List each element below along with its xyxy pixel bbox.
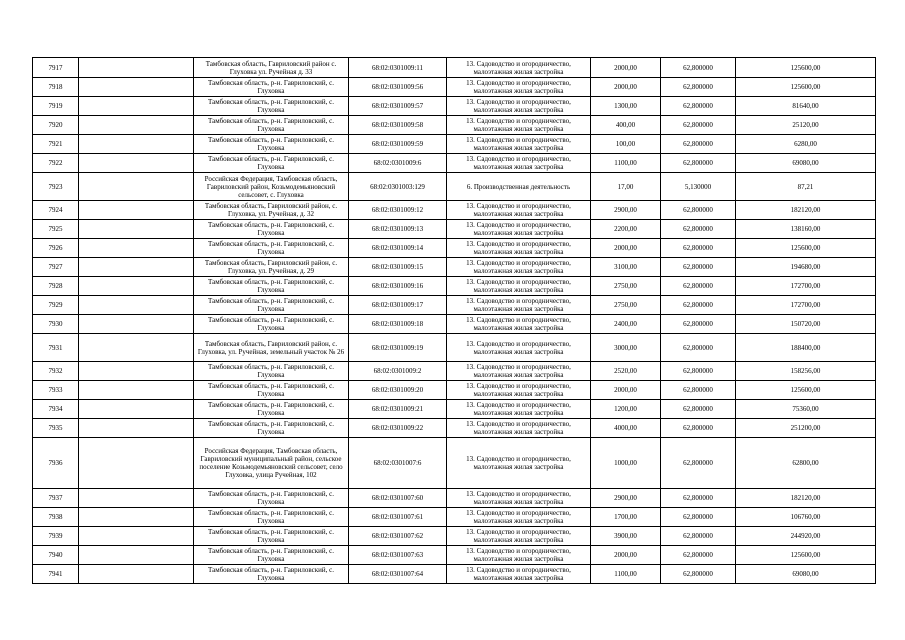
table-row <box>33 334 876 362</box>
row-number-cell: 7938 <box>33 508 79 527</box>
address-cell: Тамбовская область, р-н. Гавриловский, с. Глуховка <box>194 381 349 400</box>
address-cell: Тамбовская область, р-н. Гавриловский, с. Глуховка <box>194 400 349 419</box>
specific-value-cell: 62,800000 <box>661 565 736 584</box>
area-cell: 2000,00 <box>591 78 661 97</box>
empty-cell <box>79 58 194 78</box>
address-cell: Тамбовская область, Гавриловский район, с. Глуховка, ул. Ручейная, д. 32 <box>194 201 349 220</box>
cadastral-cost-cell: 62800,00 <box>736 438 876 489</box>
specific-value-cell: 62,800000 <box>661 527 736 546</box>
cadastral-number-cell: 68:02:0301007:60 <box>349 489 447 508</box>
empty-cell <box>79 489 194 508</box>
table-row <box>33 135 876 154</box>
address-cell: Тамбовская область, р-н. Гавриловский, с. Глуховка <box>194 220 349 239</box>
specific-value-cell: 62,800000 <box>661 258 736 277</box>
cadastral-number-cell: 68:02:0301009:16 <box>349 277 447 296</box>
table-row <box>33 239 876 258</box>
area-cell: 2000,00 <box>591 239 661 258</box>
specific-value-cell: 62,800000 <box>661 220 736 239</box>
land-use-cell: 13. Садоводство и огородничество, малоэтажная жилая застройка <box>447 527 591 546</box>
row-number-cell: 7939 <box>33 527 79 546</box>
empty-cell <box>79 438 194 489</box>
empty-cell <box>79 400 194 419</box>
specific-value-cell: 62,800000 <box>661 78 736 97</box>
cadastral-number-cell: 68:02:0301007:6 <box>349 438 447 489</box>
table-row <box>33 565 876 584</box>
cadastral-number-cell: 68:02:0301009:18 <box>349 315 447 334</box>
cadastral-cost-cell: 69080,00 <box>736 154 876 173</box>
address-cell: Тамбовская область, Гавриловский район, с. Глуховка, ул. Ручейная, земельный участок № 26 <box>194 334 349 362</box>
empty-cell <box>79 296 194 315</box>
cadastral-cost-cell: 75360,00 <box>736 400 876 419</box>
area-cell: 4000,00 <box>591 419 661 438</box>
cadastral-cost-cell: 182120,00 <box>736 201 876 220</box>
table-row <box>33 400 876 419</box>
address-cell: Тамбовская область, Гавриловский район, с. Глуховка, ул. Ручейная, д. 29 <box>194 258 349 277</box>
land-use-cell: 13. Садоводство и огородничество, малоэтажная жилая застройка <box>447 334 591 362</box>
specific-value-cell: 62,800000 <box>661 296 736 315</box>
area-cell: 1000,00 <box>591 438 661 489</box>
cadastral-number-cell: 68:02:0301009:19 <box>349 334 447 362</box>
empty-cell <box>79 315 194 334</box>
empty-cell <box>79 527 194 546</box>
specific-value-cell: 62,800000 <box>661 362 736 381</box>
row-number-cell: 7936 <box>33 438 79 489</box>
row-number-cell: 7931 <box>33 334 79 362</box>
table-body <box>33 58 876 584</box>
land-use-cell: 13. Садоводство и огородничество, малоэтажная жилая застройка <box>447 58 591 78</box>
address-cell: Тамбовская область, р-н. Гавриловский, с. Глуховка <box>194 527 349 546</box>
area-cell: 1700,00 <box>591 508 661 527</box>
cadastral-cost-cell: 138160,00 <box>736 220 876 239</box>
specific-value-cell: 62,800000 <box>661 154 736 173</box>
land-use-cell: 13. Садоводство и огородничество, малоэтажная жилая застройка <box>447 154 591 173</box>
specific-value-cell: 62,800000 <box>661 58 736 78</box>
empty-cell <box>79 173 194 201</box>
empty-cell <box>79 220 194 239</box>
cadastral-cost-cell: 125600,00 <box>736 239 876 258</box>
address-cell: Тамбовская область, р-н. Гавриловский, с. Глуховка <box>194 489 349 508</box>
land-use-cell: 13. Садоводство и огородничество, малоэтажная жилая застройка <box>447 116 591 135</box>
area-cell: 2900,00 <box>591 201 661 220</box>
empty-cell <box>79 334 194 362</box>
specific-value-cell: 62,800000 <box>661 381 736 400</box>
address-cell: Тамбовская область, р-н. Гавриловский, с. Глуховка <box>194 546 349 565</box>
cadastral-number-cell: 68:02:0301009:58 <box>349 116 447 135</box>
specific-value-cell: 62,800000 <box>661 508 736 527</box>
table-row <box>33 546 876 565</box>
row-number-cell: 7926 <box>33 239 79 258</box>
cadastral-value-table <box>32 57 876 584</box>
cadastral-number-cell: 68:02:0301003:129 <box>349 173 447 201</box>
cadastral-number-cell: 68:02:0301009:11 <box>349 58 447 78</box>
empty-cell <box>79 362 194 381</box>
cadastral-number-cell: 68:02:0301009:2 <box>349 362 447 381</box>
cadastral-number-cell: 68:02:0301009:20 <box>349 381 447 400</box>
empty-cell <box>79 508 194 527</box>
land-use-cell: 13. Садоводство и огородничество, малоэтажная жилая застройка <box>447 362 591 381</box>
cadastral-cost-cell: 125600,00 <box>736 78 876 97</box>
table-row <box>33 419 876 438</box>
area-cell: 1100,00 <box>591 154 661 173</box>
row-number-cell: 7921 <box>33 135 79 154</box>
cadastral-number-cell: 68:02:0301009:22 <box>349 419 447 438</box>
land-use-cell: 13. Садоводство и огородничество, малоэтажная жилая застройка <box>447 201 591 220</box>
cadastral-number-cell: 68:02:0301009:6 <box>349 154 447 173</box>
address-cell: Тамбовская область, р-н. Гавриловский, с. Глуховка <box>194 508 349 527</box>
area-cell: 17,00 <box>591 173 661 201</box>
area-cell: 1300,00 <box>591 97 661 116</box>
address-cell: Тамбовская область, р-н. Гавриловский, с. Глуховка <box>194 116 349 135</box>
land-use-cell: 13. Садоводство и огородничество, малоэтажная жилая застройка <box>447 258 591 277</box>
area-cell: 2750,00 <box>591 277 661 296</box>
empty-cell <box>79 239 194 258</box>
table-row <box>33 527 876 546</box>
land-use-cell: 13. Садоводство и огородничество, малоэтажная жилая застройка <box>447 565 591 584</box>
address-cell: Тамбовская область, р-н. Гавриловский, с. Глуховка <box>194 154 349 173</box>
cadastral-number-cell: 68:02:0301009:59 <box>349 135 447 154</box>
cadastral-cost-cell: 106760,00 <box>736 508 876 527</box>
address-cell: Тамбовская область, р-н. Гавриловский, с. Глуховка <box>194 565 349 584</box>
land-use-cell: 13. Садоводство и огородничество, малоэтажная жилая застройка <box>447 438 591 489</box>
land-use-cell: 13. Садоводство и огородничество, малоэтажная жилая застройка <box>447 419 591 438</box>
cadastral-number-cell: 68:02:0301009:15 <box>349 258 447 277</box>
row-number-cell: 7925 <box>33 220 79 239</box>
address-cell: Тамбовская область, Гавриловский район с. Глуховка ул. Ручейная д. 33 <box>194 58 349 78</box>
address-cell: Тамбовская область, р-н. Гавриловский, с. Глуховка <box>194 362 349 381</box>
row-number-cell: 7922 <box>33 154 79 173</box>
table-row <box>33 489 876 508</box>
cadastral-cost-cell: 69080,00 <box>736 565 876 584</box>
row-number-cell: 7920 <box>33 116 79 135</box>
row-number-cell: 7940 <box>33 546 79 565</box>
cadastral-number-cell: 68:02:0301007:61 <box>349 508 447 527</box>
cadastral-cost-cell: 172700,00 <box>736 296 876 315</box>
address-cell: Тамбовская область, р-н. Гавриловский, с. Глуховка <box>194 315 349 334</box>
specific-value-cell: 62,800000 <box>661 489 736 508</box>
empty-cell <box>79 546 194 565</box>
specific-value-cell: 62,800000 <box>661 315 736 334</box>
cadastral-number-cell: 68:02:0301009:12 <box>349 201 447 220</box>
land-use-cell: 13. Садоводство и огородничество, малоэтажная жилая застройка <box>447 400 591 419</box>
address-cell: Тамбовская область, р-н. Гавриловский, с. Глуховка <box>194 239 349 258</box>
address-cell: Тамбовская область, р-н. Гавриловский, с. Глуховка <box>194 277 349 296</box>
row-number-cell: 7941 <box>33 565 79 584</box>
table-row <box>33 438 876 489</box>
table-row <box>33 78 876 97</box>
cadastral-number-cell: 68:02:0301009:13 <box>349 220 447 239</box>
area-cell: 3900,00 <box>591 527 661 546</box>
empty-cell <box>79 258 194 277</box>
cadastral-number-cell: 68:02:0301007:63 <box>349 546 447 565</box>
row-number-cell: 7918 <box>33 78 79 97</box>
empty-cell <box>79 277 194 296</box>
cadastral-cost-cell: 158256,00 <box>736 362 876 381</box>
area-cell: 2000,00 <box>591 58 661 78</box>
row-number-cell: 7929 <box>33 296 79 315</box>
cadastral-cost-cell: 172700,00 <box>736 277 876 296</box>
row-number-cell: 7917 <box>33 58 79 78</box>
cadastral-number-cell: 68:02:0301007:64 <box>349 565 447 584</box>
land-use-cell: 13. Садоводство и огородничество, малоэтажная жилая застройка <box>447 78 591 97</box>
specific-value-cell: 62,800000 <box>661 419 736 438</box>
row-number-cell: 7935 <box>33 419 79 438</box>
row-number-cell: 7937 <box>33 489 79 508</box>
land-use-cell: 13. Садоводство и огородничество, малоэтажная жилая застройка <box>447 277 591 296</box>
land-use-cell: 13. Садоводство и огородничество, малоэтажная жилая застройка <box>447 97 591 116</box>
cadastral-cost-cell: 6280,00 <box>736 135 876 154</box>
table-row <box>33 315 876 334</box>
empty-cell <box>79 565 194 584</box>
table-row <box>33 381 876 400</box>
table-row <box>33 362 876 381</box>
cadastral-cost-cell: 251200,00 <box>736 419 876 438</box>
cadastral-cost-cell: 81640,00 <box>736 97 876 116</box>
address-cell: Тамбовская область, р-н. Гавриловский, с. Глуховка <box>194 78 349 97</box>
empty-cell <box>79 135 194 154</box>
area-cell: 2400,00 <box>591 315 661 334</box>
empty-cell <box>79 116 194 135</box>
address-cell: Тамбовская область, р-н. Гавриловский, с. Глуховка <box>194 419 349 438</box>
area-cell: 2000,00 <box>591 546 661 565</box>
cadastral-cost-cell: 25120,00 <box>736 116 876 135</box>
address-cell: Тамбовская область, р-н. Гавриловский, с. Глуховка <box>194 296 349 315</box>
area-cell: 3000,00 <box>591 334 661 362</box>
land-use-cell: 13. Садоводство и огородничество, малоэтажная жилая застройка <box>447 296 591 315</box>
row-number-cell: 7919 <box>33 97 79 116</box>
specific-value-cell: 62,800000 <box>661 97 736 116</box>
land-use-cell: 13. Садоводство и огородничество, малоэтажная жилая застройка <box>447 135 591 154</box>
land-use-cell: 13. Садоводство и огородничество, малоэтажная жилая застройка <box>447 489 591 508</box>
cadastral-number-cell: 68:02:0301009:17 <box>349 296 447 315</box>
land-use-cell: 13. Садоводство и огородничество, малоэтажная жилая застройка <box>447 381 591 400</box>
empty-cell <box>79 154 194 173</box>
specific-value-cell: 5,130000 <box>661 173 736 201</box>
cadastral-number-cell: 68:02:0301007:62 <box>349 527 447 546</box>
specific-value-cell: 62,800000 <box>661 135 736 154</box>
empty-cell <box>79 78 194 97</box>
empty-cell <box>79 419 194 438</box>
row-number-cell: 7923 <box>33 173 79 201</box>
land-use-cell: 13. Садоводство и огородничество, малоэтажная жилая застройка <box>447 239 591 258</box>
cadastral-number-cell: 68:02:0301009:14 <box>349 239 447 258</box>
table-row <box>33 154 876 173</box>
area-cell: 100,00 <box>591 135 661 154</box>
land-use-cell: 6. Производственная деятельность <box>447 173 591 201</box>
table-row <box>33 58 876 78</box>
empty-cell <box>79 381 194 400</box>
area-cell: 1100,00 <box>591 565 661 584</box>
empty-cell <box>79 97 194 116</box>
row-number-cell: 7930 <box>33 315 79 334</box>
table-row <box>33 116 876 135</box>
land-use-cell: 13. Садоводство и огородничество, малоэтажная жилая застройка <box>447 220 591 239</box>
row-number-cell: 7932 <box>33 362 79 381</box>
address-cell: Российская Федерация, Тамбовская область, Гавриловский муниципальный район, сельское поселение Козьмодемьяновский сельсовет, село Глуховка, улица Ручейная, 102 <box>194 438 349 489</box>
row-number-cell: 7934 <box>33 400 79 419</box>
row-number-cell: 7924 <box>33 201 79 220</box>
cadastral-cost-cell: 194680,00 <box>736 258 876 277</box>
row-number-cell: 7927 <box>33 258 79 277</box>
cadastral-cost-cell: 125600,00 <box>736 381 876 400</box>
address-cell: Российская Федерация, Тамбовская область, Гавриловский район, Козьмодемьяновский сельсовет, с. Глуховка <box>194 173 349 201</box>
specific-value-cell: 62,800000 <box>661 400 736 419</box>
table-row <box>33 508 876 527</box>
area-cell: 2900,00 <box>591 489 661 508</box>
table-row <box>33 277 876 296</box>
cadastral-number-cell: 68:02:0301009:21 <box>349 400 447 419</box>
address-cell: Тамбовская область, р-н. Гавриловский, с. Глуховка <box>194 97 349 116</box>
cadastral-cost-cell: 87,21 <box>736 173 876 201</box>
specific-value-cell: 62,800000 <box>661 334 736 362</box>
area-cell: 1200,00 <box>591 400 661 419</box>
empty-cell <box>79 201 194 220</box>
table-row <box>33 173 876 201</box>
cadastral-cost-cell: 125600,00 <box>736 546 876 565</box>
table-row <box>33 220 876 239</box>
cadastral-number-cell: 68:02:0301009:57 <box>349 97 447 116</box>
specific-value-cell: 62,800000 <box>661 546 736 565</box>
cadastral-cost-cell: 125600,00 <box>736 58 876 78</box>
table-row <box>33 296 876 315</box>
land-use-cell: 13. Садоводство и огородничество, малоэтажная жилая застройка <box>447 315 591 334</box>
area-cell: 3100,00 <box>591 258 661 277</box>
area-cell: 2750,00 <box>591 296 661 315</box>
area-cell: 2520,00 <box>591 362 661 381</box>
row-number-cell: 7933 <box>33 381 79 400</box>
specific-value-cell: 62,800000 <box>661 116 736 135</box>
cadastral-cost-cell: 244920,00 <box>736 527 876 546</box>
land-use-cell: 13. Садоводство и огородничество, малоэтажная жилая застройка <box>447 508 591 527</box>
specific-value-cell: 62,800000 <box>661 201 736 220</box>
area-cell: 400,00 <box>591 116 661 135</box>
land-use-cell: 13. Садоводство и огородничество, малоэтажная жилая застройка <box>447 546 591 565</box>
cadastral-number-cell: 68:02:0301009:56 <box>349 78 447 97</box>
address-cell: Тамбовская область, р-н. Гавриловский, с. Глуховка <box>194 135 349 154</box>
cadastral-cost-cell: 150720,00 <box>736 315 876 334</box>
cadastral-cost-cell: 188400,00 <box>736 334 876 362</box>
cadastral-cost-cell: 182120,00 <box>736 489 876 508</box>
area-cell: 2000,00 <box>591 381 661 400</box>
row-number-cell: 7928 <box>33 277 79 296</box>
table-row <box>33 201 876 220</box>
specific-value-cell: 62,800000 <box>661 438 736 489</box>
table-row <box>33 97 876 116</box>
table-row <box>33 258 876 277</box>
specific-value-cell: 62,800000 <box>661 239 736 258</box>
area-cell: 2200,00 <box>591 220 661 239</box>
specific-value-cell: 62,800000 <box>661 277 736 296</box>
